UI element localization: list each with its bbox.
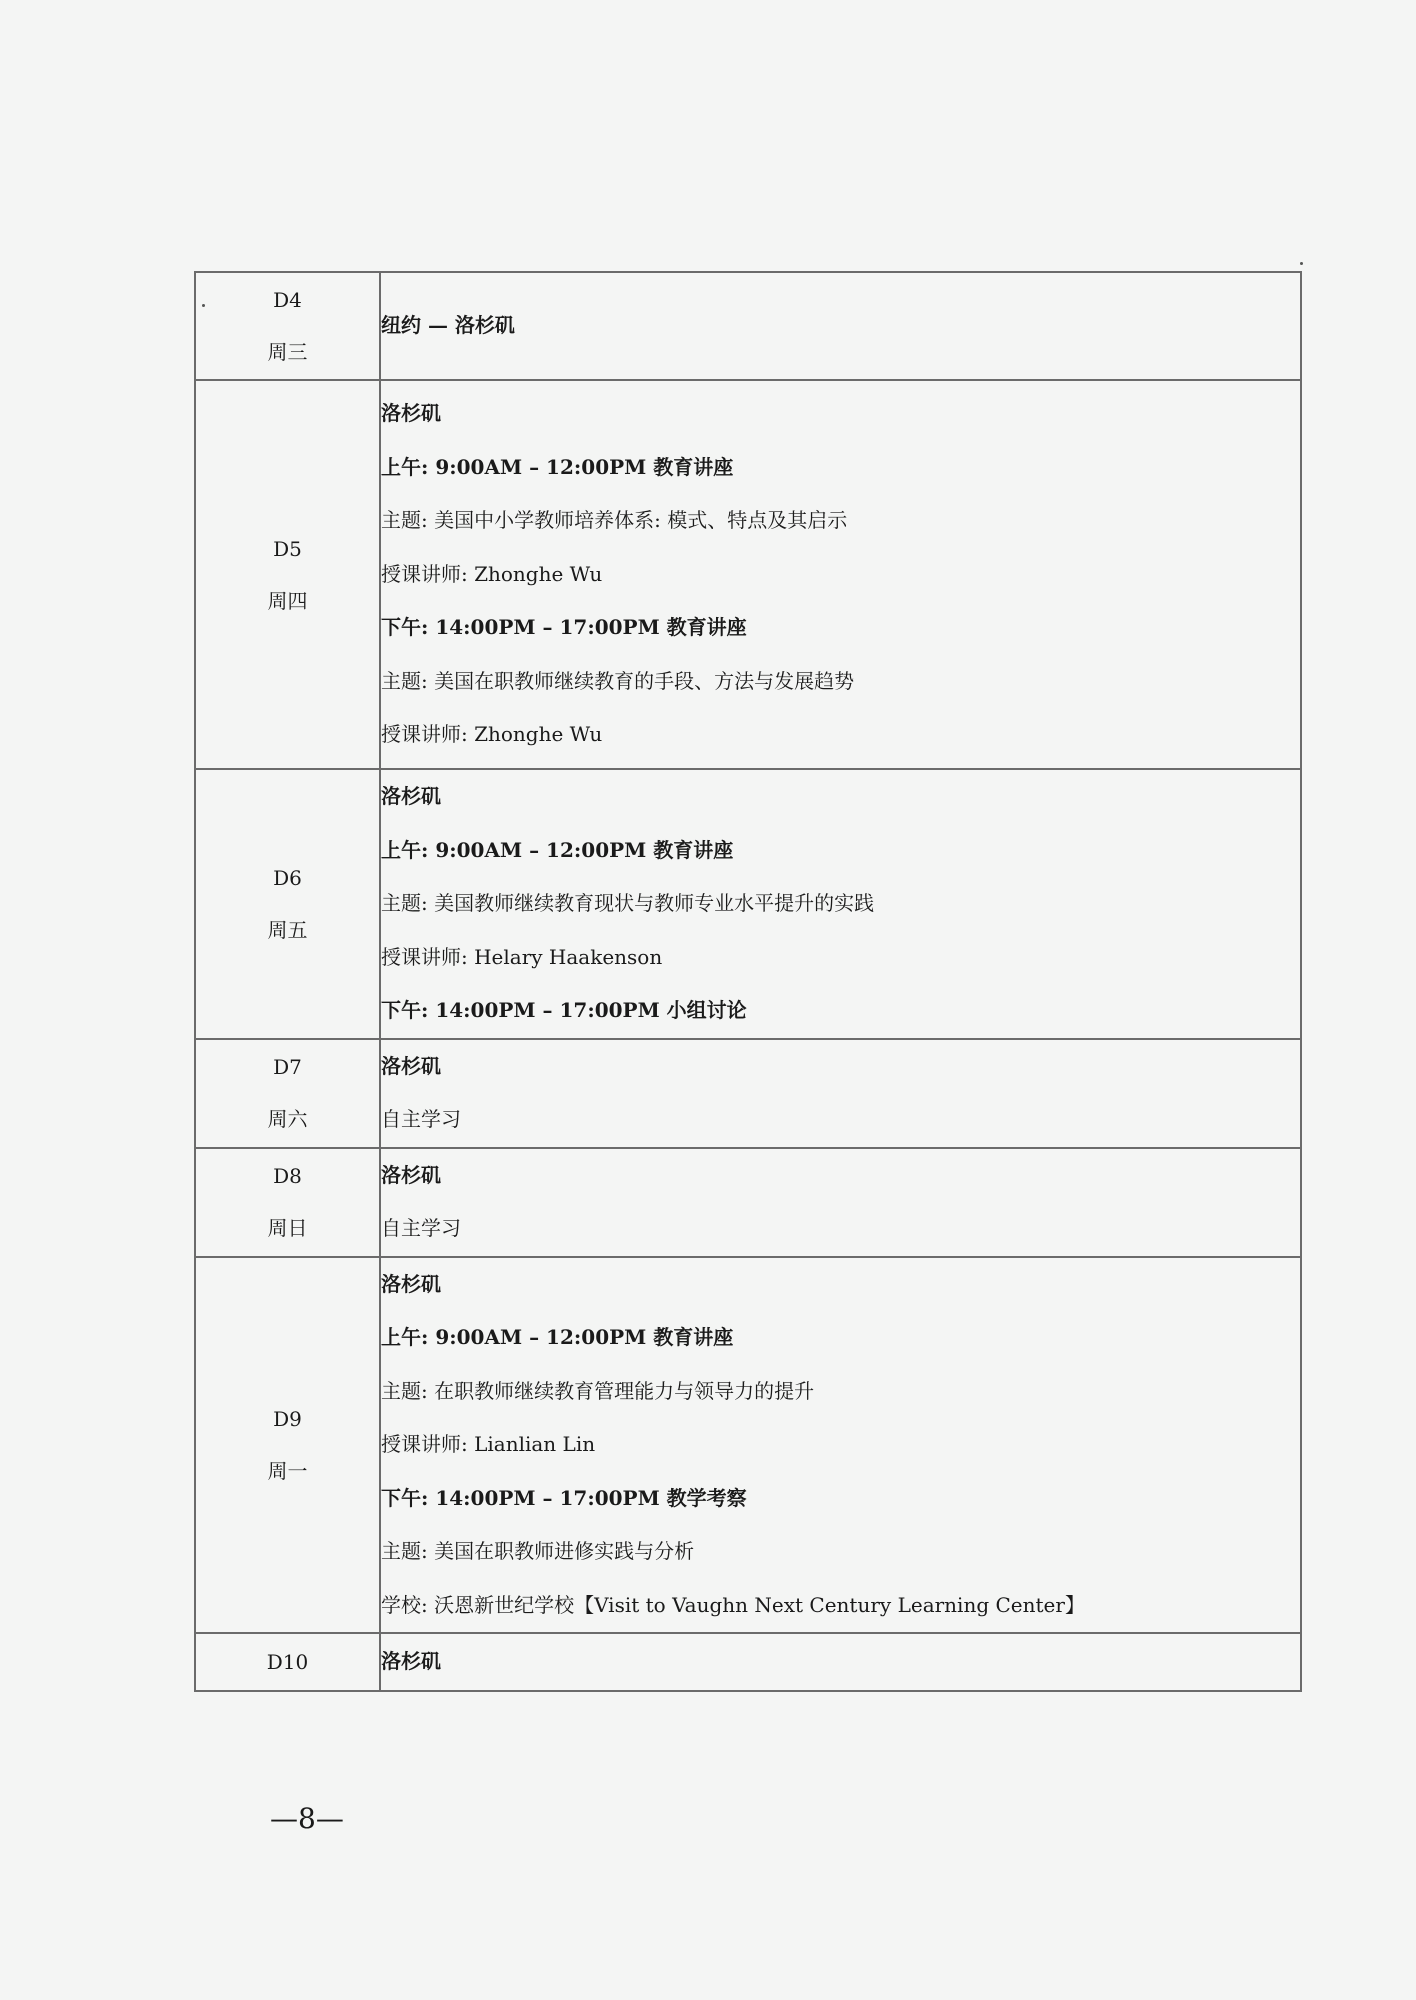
activity-line: 自主学习 [381,1107,461,1131]
day-number: D4 [273,288,302,312]
itinerary-row-d9 [195,1257,1301,1634]
lecturer-line: 授课讲师: Helary Haakenson [381,944,663,969]
day-number: D9 [273,1406,302,1431]
content-cell [380,1039,1301,1148]
day-cell [195,272,380,380]
weekday: 周一 [267,1458,308,1483]
itinerary-row-d5 [195,380,1301,769]
day-cell [195,1039,380,1148]
topic-line: 主题: 美国在职教师继续教育的手段、方法与发展趋势 [381,668,855,693]
content-cell [380,1148,1301,1257]
day-number: D6 [273,865,302,890]
session-time-line: 上午: 9:00AM – 12:00PM 教育讲座 [381,837,734,862]
location-line: 洛杉矶 [381,401,441,426]
weekday: 周六 [267,1107,308,1131]
day-number: D7 [273,1055,302,1079]
weekday: 周五 [267,917,308,942]
location-line: 洛杉矶 [381,784,441,808]
school-line: 学校: 沃恩新世纪学校【Visit to Vaughn Next Century Learning Center】 [381,1592,1085,1617]
location-line: 洛杉矶 [381,1271,441,1296]
location-line: 洛杉矶 [381,1649,441,1674]
topic-line: 主题: 美国中小学教师培养体系: 模式、特点及其启示 [381,508,848,533]
day-cell [195,1148,380,1257]
scan-speck [1300,262,1303,265]
weekday: 周日 [267,1216,308,1240]
lecturer-line: 授课讲师: Zhonghe Wu [381,722,603,747]
day-cell [195,380,380,769]
location-line: 洛杉矶 [381,1162,441,1187]
itinerary-table [194,271,1302,1692]
day-cell [195,769,380,1039]
itinerary-row-d4 [195,272,1301,380]
day-number: D8 [273,1164,302,1188]
day-cell [195,1633,380,1691]
content-cell [380,769,1301,1039]
content-cell [380,1633,1301,1691]
day-cell [195,1257,380,1634]
weekday: 周三 [267,340,308,364]
location-line: 洛杉矶 [381,1053,441,1078]
content-cell [380,380,1301,769]
lecturer-line: 授课讲师: Zhonghe Wu [381,561,603,586]
lecturer-line: 授课讲师: Lianlian Lin [381,1432,596,1456]
topic-line: 主题: 美国在职教师进修实践与分析 [381,1539,695,1563]
session-time-line: 下午: 14:00PM – 17:00PM 小组讨论 [381,998,747,1022]
itinerary-row-d7 [195,1039,1301,1148]
day-number: D10 [266,1650,309,1674]
session-time-line: 下午: 14:00PM – 17:00PM 教学考察 [381,1485,747,1510]
itinerary-row-d8 [195,1148,1301,1257]
content-cell [380,1257,1301,1634]
topic-line: 主题: 美国教师继续教育现状与教师专业水平提升的实践 [381,891,875,915]
topic-line: 主题: 在职教师继续教育管理能力与领导力的提升 [381,1378,815,1403]
session-time-line: 上午: 9:00AM – 12:00PM 教育讲座 [381,1325,734,1349]
page-number: —8— [270,1802,344,1835]
session-time-line: 下午: 14:00PM – 17:00PM 教育讲座 [381,615,747,640]
itinerary-row-d6 [195,769,1301,1039]
weekday: 周四 [267,588,308,613]
location-line: 纽约 — 洛杉矶 [381,313,515,338]
itinerary-row-d10 [195,1633,1301,1691]
day-number: D5 [273,536,302,561]
content-cell [380,272,1301,380]
session-time-line: 上午: 9:00AM – 12:00PM 教育讲座 [381,454,734,479]
activity-line: 自主学习 [381,1216,461,1240]
